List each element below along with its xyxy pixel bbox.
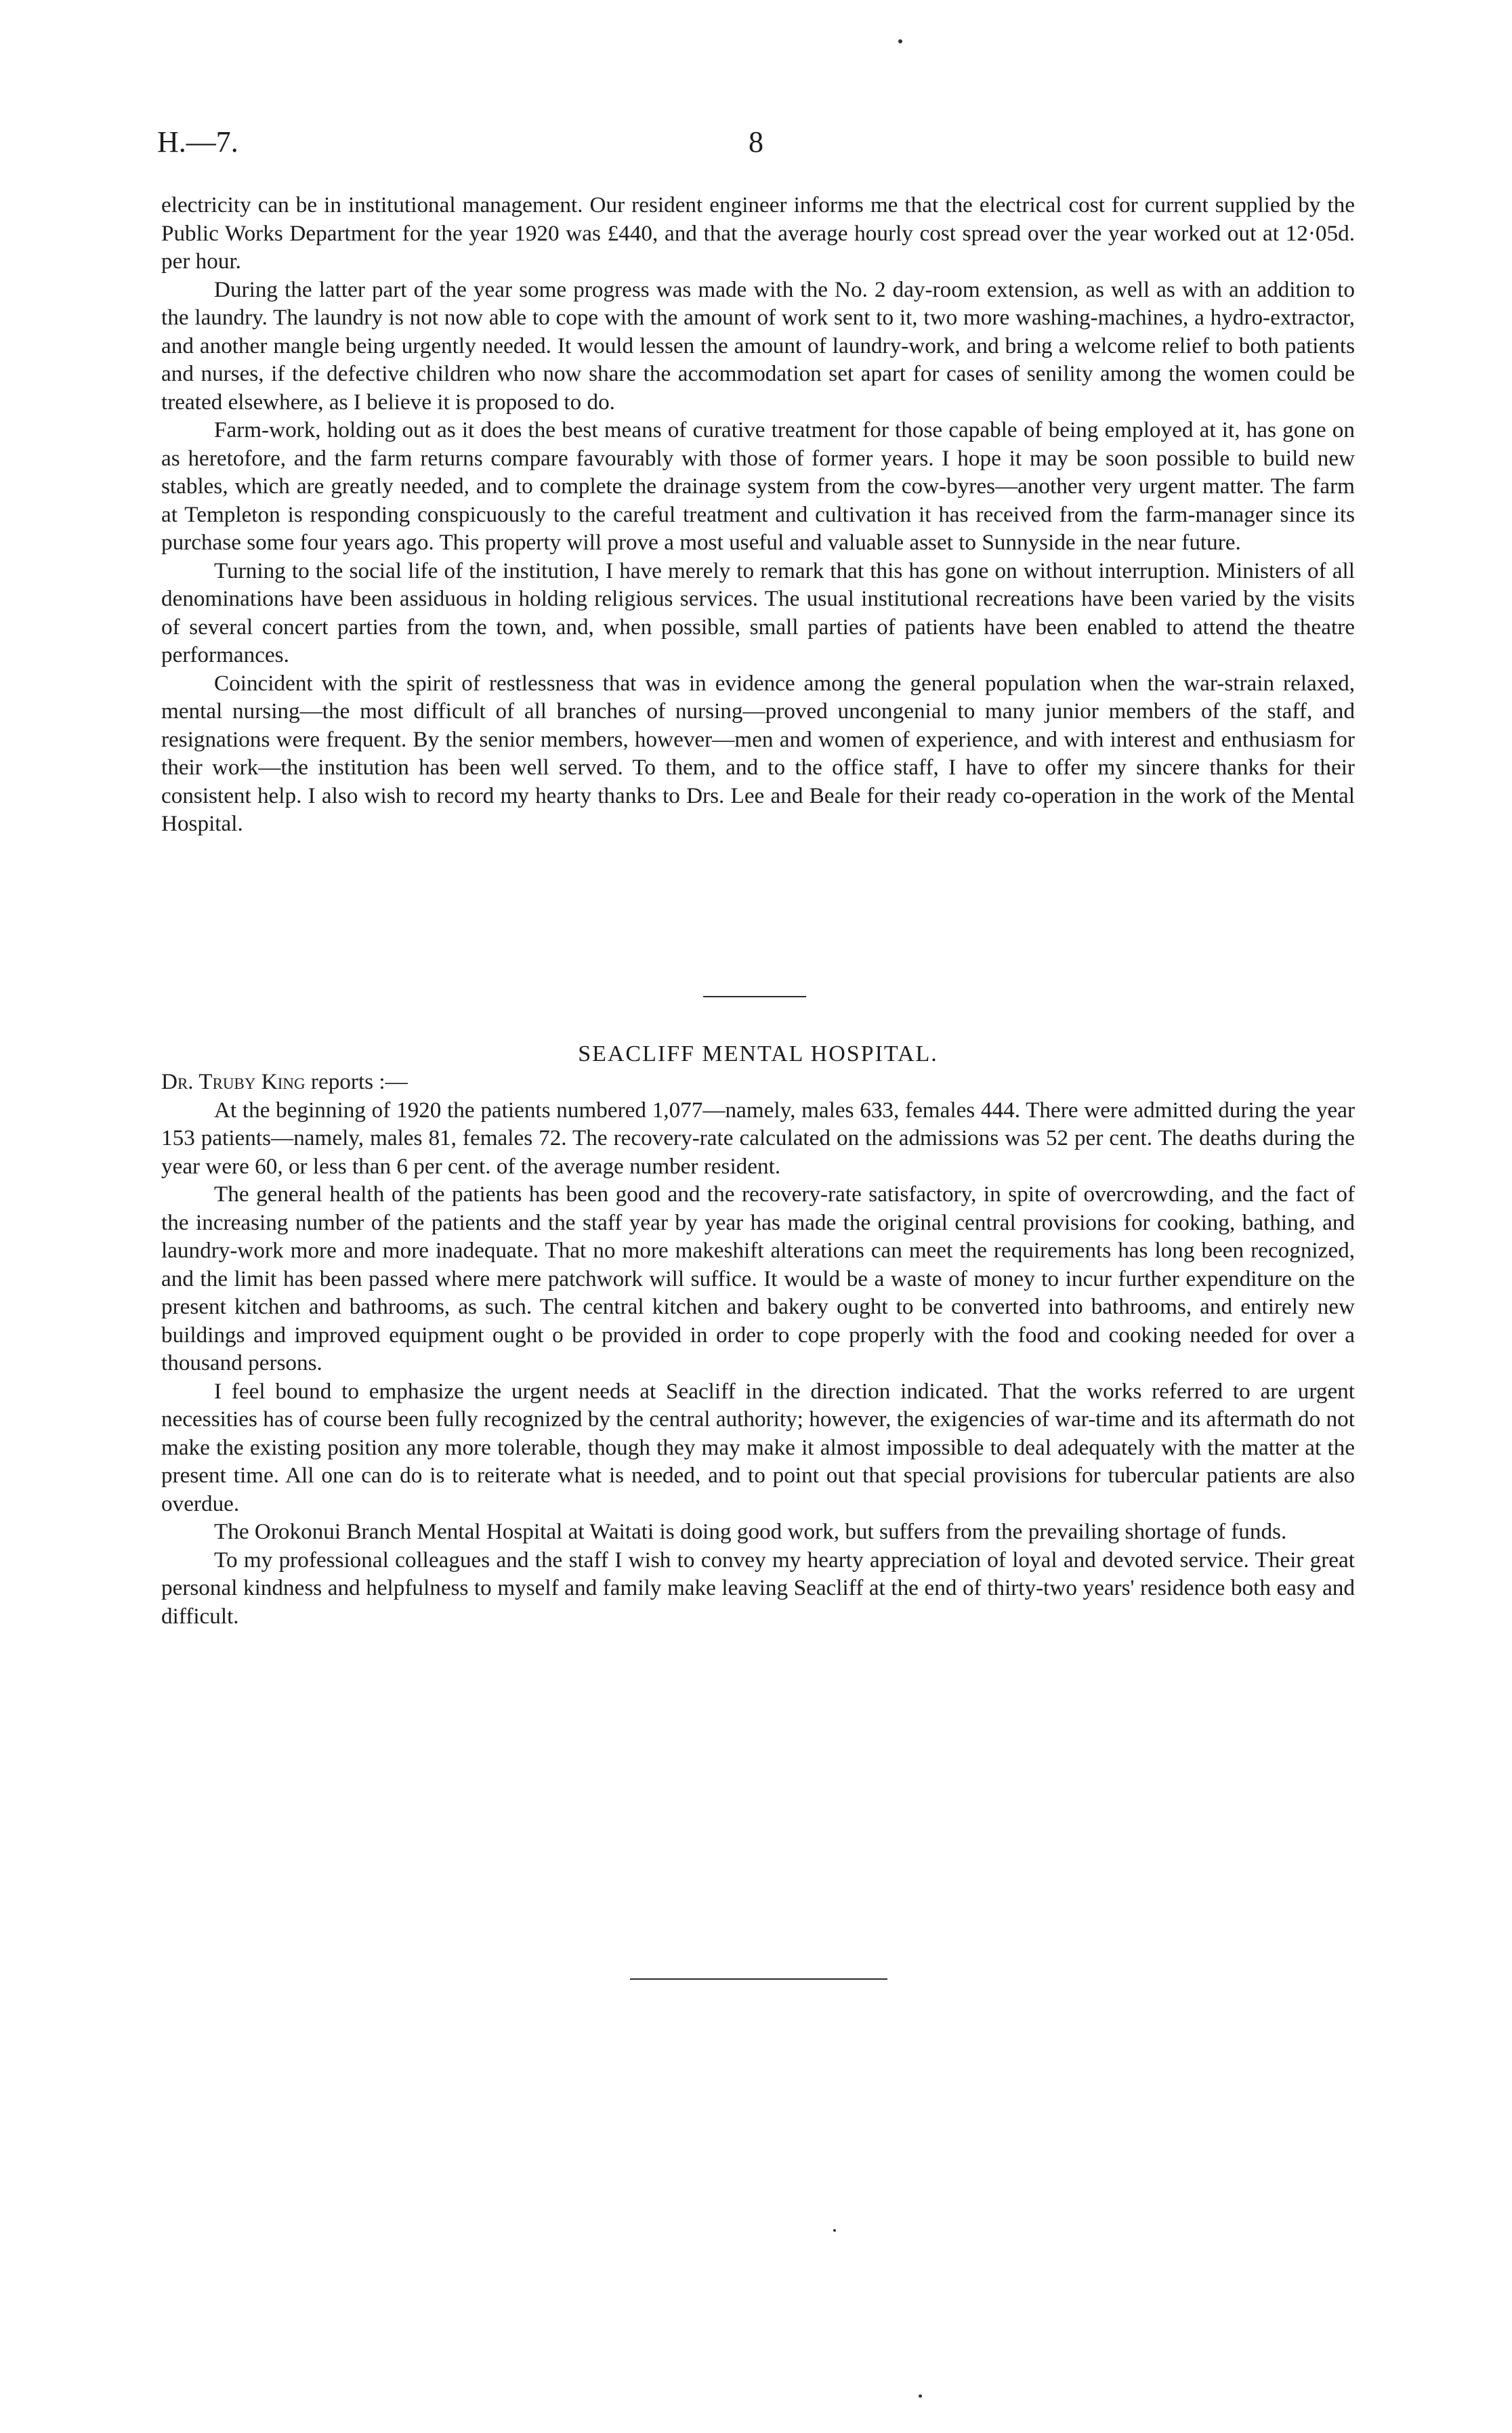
scan-speck [898, 39, 902, 43]
continued-report [161, 191, 1355, 838]
reporter-suffix: reports :— [305, 1069, 408, 1094]
section-title: SEACLIFF MENTAL HOSPITAL. [578, 1041, 938, 1066]
reporter-line [161, 1068, 1355, 1096]
paragraph: Turning to the social life of the institution, I have merely to remark that this has gone on without interruption. Ministers of all denominations have been assiduous in holding religious services. The usual institutional recreations have been varied by the visits of several concert parties from the town, and, when possible, small parties of patients have been enabled to attend the theatre performances. [161, 558, 1355, 667]
scan-speck [833, 2229, 836, 2232]
reporter-name: Dr. Truby King [161, 1069, 306, 1094]
paragraph: During the latter part of the year some progress was made with the No. 2 day-room extension, as well as with an addition to the laundry. The laundry is not now able to cope with the amount of work sent to it, two more washing-machines, a hydro-extractor, and another mangle being urgently needed. It would lessen the amount of laundry-work, and bring a welcome relief to both patients and nurses, if the defective children who now share the accommodation set apart for cases of senility among the women could be treated elsewhere, as I believe it is proposed to do. [161, 276, 1355, 415]
paragraph: Coincident with the spirit of restlessness that was in evidence among the general population when the war-strain relaxed, mental nursing—the most difficult of all branches of nursing—proved uncongenial to many junior members of the staff, and resignations were frequent. By the senior members, however—men and women of experience, and with interest and enthusiasm for their work—the institution has been well served. To them, and to the office staff, I have to offer my sincere thanks for their consistent help. I also wish to record my hearty thanks to Drs. Lee and Beale for their ready co-operation in the work of the Mental Hospital. [161, 670, 1355, 836]
paragraph: The general health of the patients has been good and the recovery-rate satisfactory, in spite of overcrowding, and the fact of the increasing number of the patients and the staff year by year has made the original central provisions for cooking, bathing, and laundry-work more and more inadequate. That no more makeshift alterations can meet the requirements has long been recognized, and the limit has been passed where mere patchwork will suffice. It would be a waste of money to incur further expenditure on the present kitchen and bathrooms, as such. The central kitchen and bakery ought to be converted into bathrooms, and entirely new buildings and improved equipment ought o be provided in order to cope properly with the food and cooking needed for over a thousand persons. [161, 1182, 1355, 1375]
running-head [157, 122, 1355, 163]
section-divider [703, 996, 806, 997]
paragraph: At the beginning of 1920 the patients numbered 1,077—namely, males 633, females 444. There were admitted during the year 153 patients—namely, males 81, females 72. The recovery-rate calculated on the admissions was 52 per cent. The deaths during the year were 60, or less than 6 per cent. of the average number resident. [161, 1097, 1355, 1179]
paragraph: Farm-work, holding out as it does the best means of curative treatment for those capable of being employed at it, has gone on as heretofore, and the farm returns compare favourably with those of former years. I hope it may be soon possible to build new stables, which are greatly needed, and to complete the drainage system from the cow-byres—another very urgent matter. The farm at Templeton is responding conspicuously to the careful treatment and cultivation it has received from the farm-manager since its purchase some four years ago. This property will prove a most useful and valuable asset to Sunnyside in the near future. [161, 417, 1355, 555]
document-reference: H.—7. [157, 125, 238, 159]
scan-speck [919, 2394, 922, 2398]
seacliff-report [161, 1068, 1355, 1630]
paragraph: To my professional colleagues and the staff I wish to convey my hearty appreciation of loyal and devoted service. Their great personal kindness and helpfulness to myself and family make leaving Seacliff at the end of thirty-two years' residence both easy and difficult. [161, 1547, 1355, 1629]
paragraph: electricity can be in institutional management. Our resident engineer informs me that the electrical cost for current supplied by the Public Works Department for the year 1920 was £440, and that the average hourly cost spread over the year worked out at 12·05d. per hour. [161, 192, 1355, 274]
page-number: 8 [749, 125, 763, 159]
paragraph: The Orokonui Branch Mental Hospital at Waitati is doing good work, but suffers from the prevailing shortage of funds. [214, 1519, 1287, 1544]
end-divider [630, 1978, 887, 1980]
paragraph: I feel bound to emphasize the urgent needs at Seacliff in the direction indicated. That the works referred to are urgent necessities has of course been fully recognized by the central authority; however, the exigencies of war-time and its aftermath do not make the existing position any more tolerable, though they may make it almost impossible to deal adequately with the matter at the present time. All one can do is to reiterate what is needed, and to point out that special provisions for tubercular patients are also overdue. [161, 1378, 1355, 1516]
